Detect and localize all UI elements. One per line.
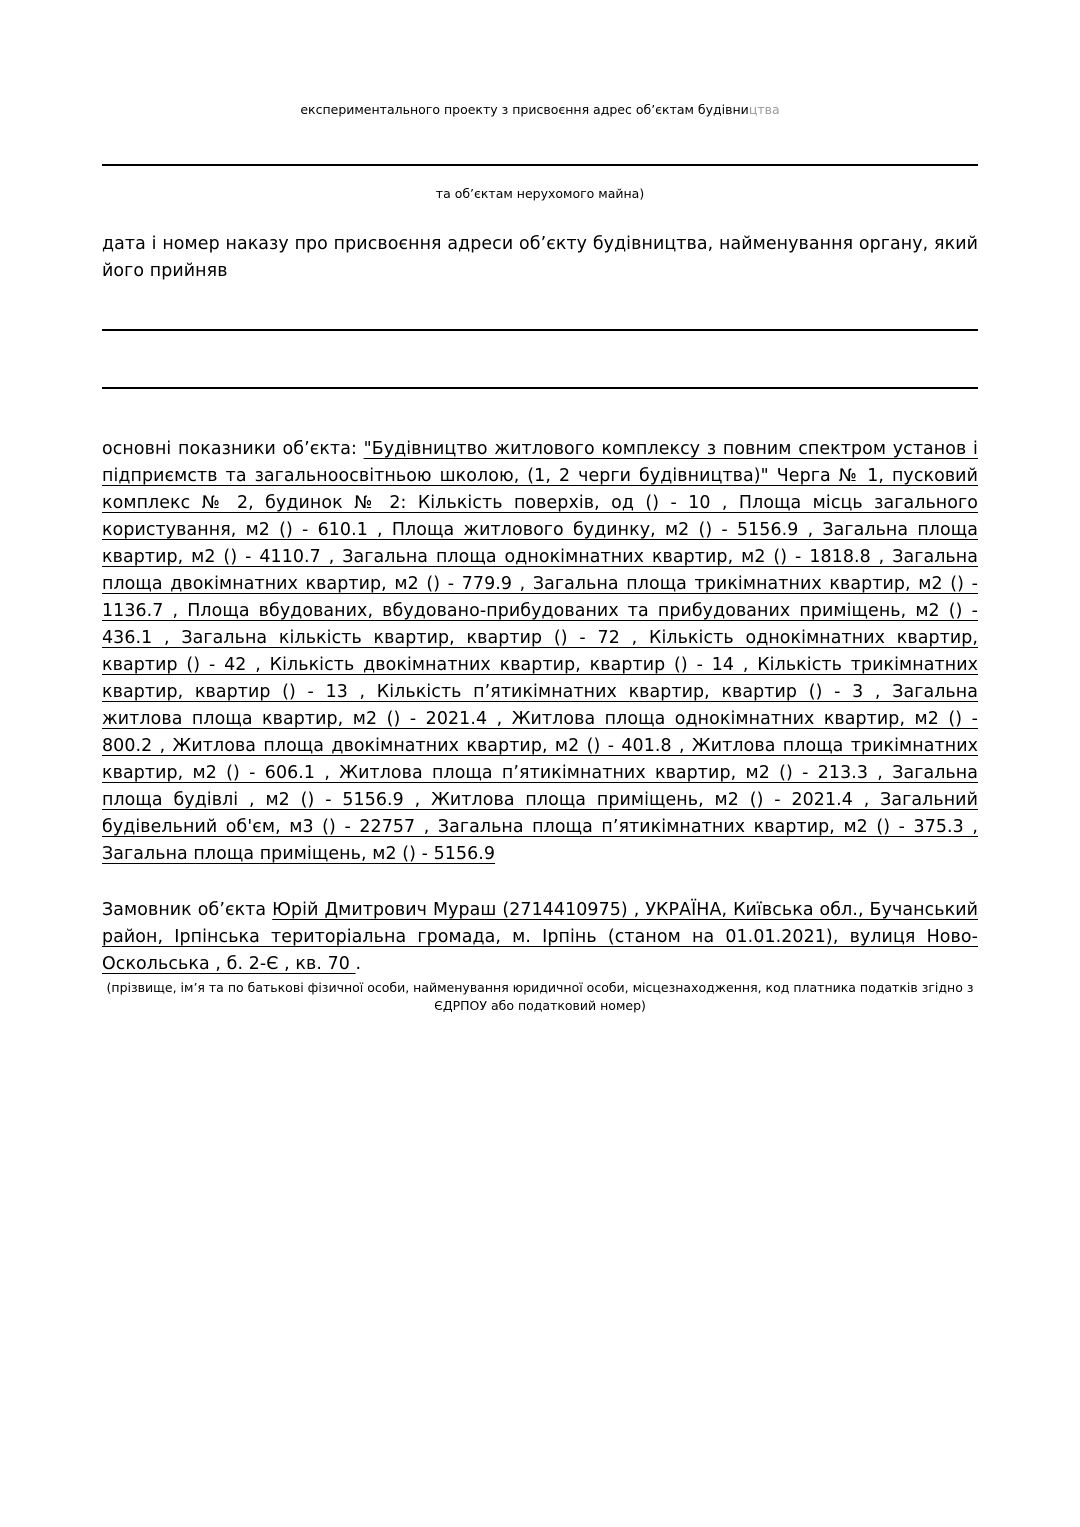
order-blank-line-1 [102,329,978,331]
header-text: експериментального проекту з присвоєння адрес об’єктам будівни [300,102,749,117]
customer-block [102,897,978,978]
customer-trailing: . [355,954,362,974]
indicators-value: "Будівництво житлового комплексу з повним спектром установ і підприємств та загальноосвітньою школою, (1, 2 черги будівництва)" Черга № 1, пусковий комплекс № 2, будинок № 2: Кількість поверхів, од () - 10 , Площа місць загального користування, м2 () - 610.1 , Площа житлового будинку, м2 () - 5156.9 , Загальна площа квартир, м2 () - 4110.7 , Загальна площа однокімнатних квартир, м2 () - 1818.8 , Загальна площа двокімнатних квартир, м2 () - 779.9 , Загальна площа трикімнатних квартир, м2 () - 1136.7 , Площа вбудованих, вбудовано-прибудованих та прибудованих приміщень, м2 () - 436.1 , Загальна кількість квартир, квартир () - 72 , Кількість однокімнатних квартир, квартир () - 42 , Кількість двокімнатних квартир, квартир () - 14 , Кількість трикімнатних квартир, квартир () - 13 , Кількість п’ятикімнатних квартир, квартир () - 3 , Загальна житлова площа квартир, м2 () - 2021.4 , Житлова площа однокімнатних квартир, м2 () - 800.2 , Житлова площа двокімнатних квартир, м2 () - 401.8 , Житлова площа трикімнатних квартир, м2 () - 606.1 , Житлова площа п’ятикімнатних квартир, м2 () - 213.3 , Загальна площа будівлі , м2 () - 5156.9 , Житлова площа приміщень, м2 () - 2021.4 , Загальний будівельний об'єм, м3 () - 22757 , Загальна площа п’ятикімнатних квартир, м2 () - 375.3 , Загальна площа приміщень, м2 () - 5156.9 [102,439,978,864]
object-indicators [102,436,978,868]
header-line-2: та об’єктам нерухомого майна) [435,186,645,201]
indicators-label: основні показники об’єкта: [102,439,364,459]
order-label: дата і номер наказу про присвоєння адреси об’єкту будівництва, найменування органу, який його прийняв [102,234,978,281]
header-text-faded: цтва [748,102,780,117]
customer-label: Замовник об’єкта [102,900,273,920]
order-blank-line-2 [102,387,978,389]
header-line-1 [0,101,1080,119]
divider-line [102,164,978,166]
customer-value: Юрій Дмитрович Мураш (2714410975) , УКРАЇНА, Київська обл., Бучанський район, Ірпінська територіальна громада, м. Ірпінь (станом на 01.01.2021), вулиця Ново-Оскольська , б. 2-Є , кв. 70 [102,900,978,974]
customer-caption: (прізвище, ім’я та по батькові фізичної особи, найменування юридичної особи, місцезнаходження, код платника податків згідно з ЄДРПОУ або податковий номер) [106,980,974,1013]
